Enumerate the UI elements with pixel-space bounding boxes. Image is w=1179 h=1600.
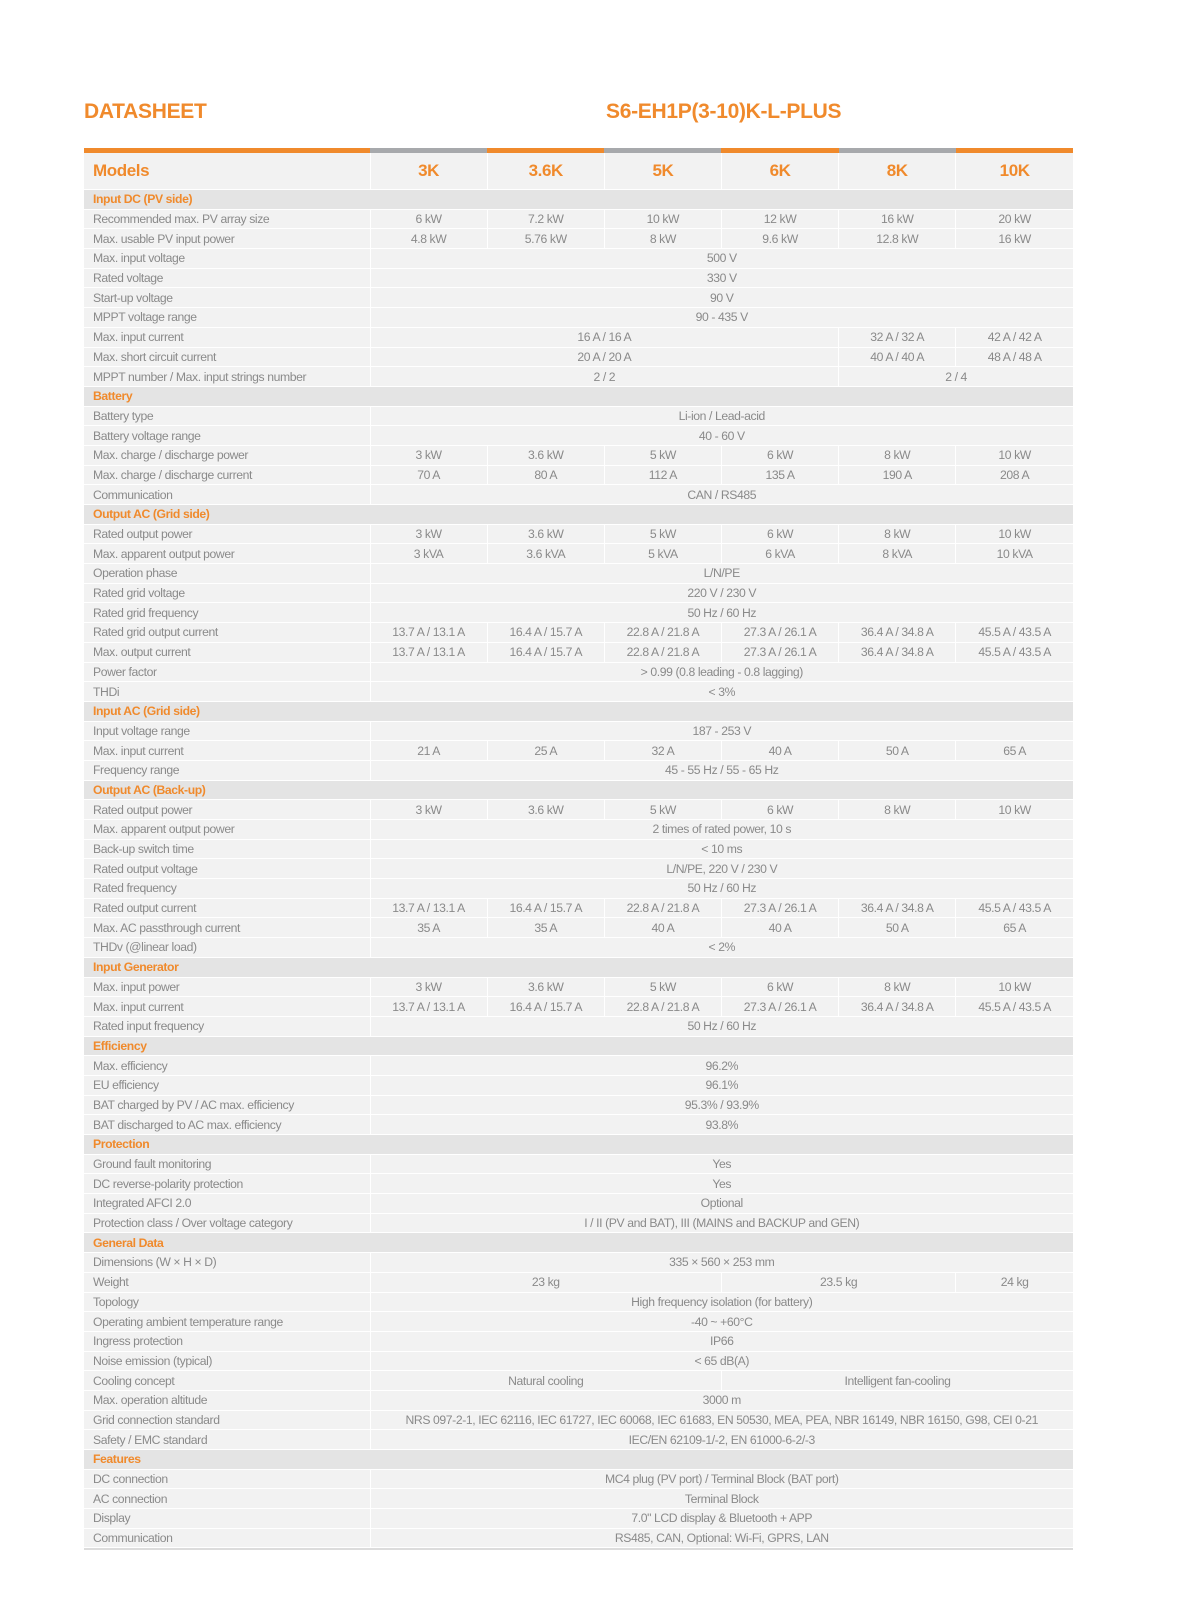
spec-value: 7.2 kW [487,209,604,229]
spec-label: Max. apparent output power [84,820,370,840]
spec-row [84,1509,1073,1529]
spec-label: Recommended max. PV array size [84,209,370,229]
section-header-input-dc-pv-side [84,190,1073,210]
spec-value: 7.0" LCD display & Bluetooth + APP [370,1509,1073,1529]
spec-label: Protection class / Over voltage category [84,1213,370,1233]
spec-label: Noise emission (typical) [84,1351,370,1371]
spec-label: Integrated AFCI 2.0 [84,1194,370,1214]
spec-row [84,1351,1073,1371]
spec-label: Max. input power [84,977,370,997]
spec-label: Max. usable PV input power [84,229,370,249]
spec-label: Max. short circuit current [84,347,370,367]
spec-value: 50 A [839,741,956,761]
spec-value: 35 A [370,918,487,938]
accent-bar-label [84,148,370,153]
spec-value: 36.4 A / 34.8 A [839,623,956,643]
spec-value: Terminal Block [370,1489,1073,1509]
spec-value: 50 Hz / 60 Hz [370,1016,1073,1036]
spec-row [84,249,1073,269]
spec-value: 22.8 A / 21.8 A [604,898,721,918]
spec-label: MPPT number / Max. input strings number [84,367,370,387]
spec-label: Power factor [84,662,370,682]
spec-row [84,1390,1073,1410]
product-name: S6-EH1P(3-10)K-L-PLUS [606,100,842,123]
accent-bar-col [839,148,956,153]
spec-value: < 10 ms [370,839,1073,859]
spec-label: Max. operation altitude [84,1390,370,1410]
spec-row [84,1174,1073,1194]
spec-label: MPPT voltage range [84,308,370,328]
section-title: Efficiency [84,1036,1073,1056]
spec-value: 27.3 A / 26.1 A [721,642,838,662]
spec-row [84,918,1073,938]
spec-label: Max. output current [84,642,370,662]
section-header-general-data [84,1233,1073,1253]
spec-row [84,1253,1073,1273]
spec-row [84,209,1073,229]
model-5k: 5K [604,153,721,190]
spec-value: 27.3 A / 26.1 A [721,623,838,643]
section-title: Input Generator [84,957,1073,977]
section-title: Battery [84,386,1073,406]
spec-row [84,1469,1073,1489]
spec-row [84,1154,1073,1174]
spec-value: 5 kW [604,977,721,997]
spec-value: 5.76 kW [487,229,604,249]
accent-bar-col [956,148,1073,153]
spec-row [84,524,1073,544]
spec-row [84,347,1073,367]
spec-value: 2 times of rated power, 10 s [370,820,1073,840]
spec-value: 208 A [956,465,1073,485]
spec-row [84,268,1073,288]
spec-value: 8 kVA [839,544,956,564]
spec-row [84,898,1073,918]
spec-value: 96.1% [370,1075,1073,1095]
spec-value: 3 kVA [370,544,487,564]
spec-value: 48 A / 48 A [956,347,1073,367]
spec-value: < 3% [370,682,1073,702]
spec-label: Start-up voltage [84,288,370,308]
spec-row [84,544,1073,564]
spec-row [84,642,1073,662]
spec-label: THDi [84,682,370,702]
accent-bar-col [487,148,604,153]
spec-value: 3 kW [370,524,487,544]
spec-label: Rated grid frequency [84,603,370,623]
spec-value: 3 kW [370,800,487,820]
spec-value: 4.8 kW [370,229,487,249]
spec-row [84,603,1073,623]
spec-label: Input voltage range [84,721,370,741]
spec-value: Optional [370,1194,1073,1214]
spec-row [84,1528,1073,1548]
spec-label: Display [84,1509,370,1529]
spec-value: 96.2% [370,1056,1073,1076]
spec-value: 190 A [839,465,956,485]
section-header-features [84,1450,1073,1470]
spec-label: Rated output current [84,898,370,918]
spec-value: 8 kW [604,229,721,249]
models-label: Models [84,153,370,190]
spec-label: Max. input current [84,741,370,761]
spec-value: 36.4 A / 34.8 A [839,997,956,1017]
spec-row [84,997,1073,1017]
spec-row [84,288,1073,308]
spec-value: L/N/PE [370,564,1073,584]
spec-row [84,465,1073,485]
spec-row [84,741,1073,761]
spec-label: Battery voltage range [84,426,370,446]
spec-value: 3.6 kW [487,445,604,465]
spec-label: Safety / EMC standard [84,1430,370,1450]
spec-label: Rated voltage [84,268,370,288]
spec-value: 2 / 4 [839,367,1073,387]
section-title: Output AC (Back-up) [84,780,1073,800]
spec-row [84,583,1073,603]
header-accent-bar [84,148,1073,153]
spec-row [84,445,1073,465]
spec-value: 70 A [370,465,487,485]
spec-label: Ground fault monitoring [84,1154,370,1174]
spec-value: 135 A [721,465,838,485]
section-title: Input AC (Grid side) [84,701,1073,721]
accent-bar-col [370,148,487,153]
spec-value: 3000 m [370,1390,1073,1410]
spec-label: Communication [84,1528,370,1548]
spec-value: 40 A / 40 A [839,347,956,367]
spec-value: 90 - 435 V [370,308,1073,328]
spec-value: 5 kW [604,524,721,544]
datasheet-table-container [84,148,1073,1550]
spec-value: 24 kg [956,1272,1073,1292]
spec-value: 8 kW [839,524,956,544]
section-header-efficiency [84,1036,1073,1056]
section-header-output-ac-grid-side [84,505,1073,525]
spec-row [84,1312,1073,1332]
section-header-battery [84,386,1073,406]
spec-label: Max. charge / discharge current [84,465,370,485]
spec-label: BAT discharged to AC max. efficiency [84,1115,370,1135]
document-title: DATASHEET [84,100,207,123]
spec-value: 10 kW [604,209,721,229]
spec-value: 187 - 253 V [370,721,1073,741]
spec-value: IEC/EN 62109-1/-2, EN 61000-6-2/-3 [370,1430,1073,1450]
spec-value: 16.4 A / 15.7 A [487,898,604,918]
spec-table [84,153,1073,1548]
spec-value: 80 A [487,465,604,485]
spec-value: 10 kVA [956,544,1073,564]
spec-row [84,1056,1073,1076]
spec-row [84,760,1073,780]
spec-value: 6 kW [721,977,838,997]
spec-row [84,308,1073,328]
spec-label: THDv (@linear load) [84,938,370,958]
spec-value: 32 A [604,741,721,761]
model-8k: 8K [839,153,956,190]
spec-value: 3 kW [370,977,487,997]
spec-row [84,1430,1073,1450]
spec-label: Dimensions (W × H × D) [84,1253,370,1273]
spec-value: 40 A [604,918,721,938]
spec-value: 32 A / 32 A [839,327,956,347]
spec-value: 27.3 A / 26.1 A [721,898,838,918]
spec-label: Rated output power [84,800,370,820]
spec-value: 6 kW [721,800,838,820]
spec-value: 13.7 A / 13.1 A [370,898,487,918]
spec-value: 45.5 A / 43.5 A [956,642,1073,662]
spec-value: 10 kW [956,445,1073,465]
spec-value: 6 kVA [721,544,838,564]
spec-value: 23 kg [370,1272,721,1292]
spec-value: 16.4 A / 15.7 A [487,642,604,662]
spec-value: 5 kVA [604,544,721,564]
spec-value: 16 kW [956,229,1073,249]
spec-value: 36.4 A / 34.8 A [839,898,956,918]
spec-row [84,938,1073,958]
spec-value: 22.8 A / 21.8 A [604,642,721,662]
spec-value: 20 A / 20 A [370,347,839,367]
spec-label: Rated frequency [84,879,370,899]
spec-label: Weight [84,1272,370,1292]
spec-label: Max. input current [84,997,370,1017]
spec-label: Topology [84,1292,370,1312]
spec-value: 50 Hz / 60 Hz [370,603,1073,623]
spec-row [84,623,1073,643]
spec-value: 13.7 A / 13.1 A [370,642,487,662]
spec-value: 27.3 A / 26.1 A [721,997,838,1017]
spec-value: 45.5 A / 43.5 A [956,997,1073,1017]
spec-value: 12 kW [721,209,838,229]
spec-row [84,1272,1073,1292]
spec-label: Operation phase [84,564,370,584]
spec-value: 35 A [487,918,604,938]
spec-value: 42 A / 42 A [956,327,1073,347]
spec-value: 16.4 A / 15.7 A [487,623,604,643]
spec-value: CAN / RS485 [370,485,1073,505]
spec-row [84,859,1073,879]
spec-label: Rated grid voltage [84,583,370,603]
spec-value: 220 V / 230 V [370,583,1073,603]
spec-value: 330 V [370,268,1073,288]
spec-label: Frequency range [84,760,370,780]
spec-label: Grid connection standard [84,1410,370,1430]
spec-value: 45.5 A / 43.5 A [956,898,1073,918]
spec-value: NRS 097-2-1, IEC 62116, IEC 61727, IEC 60068, IEC 61683, EN 50530, MEA, PEA, NBR 16149, NBR 16150, G98, CEI 0-21 [370,1410,1073,1430]
spec-label: Max. AC passthrough current [84,918,370,938]
spec-value: 10 kW [956,524,1073,544]
spec-label: Rated grid output current [84,623,370,643]
spec-value: 25 A [487,741,604,761]
section-title: Features [84,1450,1073,1470]
spec-label: Max. input current [84,327,370,347]
spec-value: 65 A [956,741,1073,761]
spec-label: Communication [84,485,370,505]
section-title: Input DC (PV side) [84,190,1073,210]
spec-value: 3.6 kVA [487,544,604,564]
spec-row [84,977,1073,997]
spec-value: L/N/PE, 220 V / 230 V [370,859,1073,879]
spec-row [84,1292,1073,1312]
spec-label: Cooling concept [84,1371,370,1391]
accent-bar-col [721,148,838,153]
spec-row [84,839,1073,859]
spec-value: IP66 [370,1331,1073,1351]
spec-row [84,721,1073,741]
spec-row [84,367,1073,387]
spec-label: Battery type [84,406,370,426]
spec-value: 500 V [370,249,1073,269]
spec-table-body [84,190,1073,1548]
spec-value: 6 kW [721,445,838,465]
spec-value: 3.6 kW [487,800,604,820]
spec-label: Rated output power [84,524,370,544]
spec-value: 36.4 A / 34.8 A [839,642,956,662]
spec-row [84,564,1073,584]
spec-label: DC reverse-polarity protection [84,1174,370,1194]
spec-row [84,682,1073,702]
spec-value: -40 ~ +60°C [370,1312,1073,1332]
spec-row [84,1115,1073,1135]
spec-label: Max. efficiency [84,1056,370,1076]
spec-value: Yes [370,1174,1073,1194]
accent-bar-col [604,148,721,153]
spec-value: 22.8 A / 21.8 A [604,997,721,1017]
table-bottom-rule [84,1548,1073,1550]
spec-value: 45.5 A / 43.5 A [956,623,1073,643]
spec-row [84,662,1073,682]
spec-label: Max. charge / discharge power [84,445,370,465]
section-header-input-ac-grid-side [84,701,1073,721]
spec-value: 16 kW [839,209,956,229]
spec-value: Intelligent fan-cooling [721,1371,1073,1391]
model-10k: 10K [956,153,1073,190]
spec-value: 90 V [370,288,1073,308]
spec-row [84,1371,1073,1391]
spec-value: 13.7 A / 13.1 A [370,997,487,1017]
spec-value: 95.3% / 93.9% [370,1095,1073,1115]
spec-label: Back-up switch time [84,839,370,859]
spec-value: 50 A [839,918,956,938]
section-header-output-ac-back-up [84,780,1073,800]
spec-value: 13.7 A / 13.1 A [370,623,487,643]
models-header-row [84,153,1073,190]
spec-value: 40 A [721,918,838,938]
spec-value: 40 A [721,741,838,761]
spec-row [84,229,1073,249]
spec-value: 335 × 560 × 253 mm [370,1253,1073,1273]
section-header-input-generator [84,957,1073,977]
spec-value: 12.8 kW [839,229,956,249]
spec-row [84,327,1073,347]
spec-value: < 65 dB(A) [370,1351,1073,1371]
spec-value: 5 kW [604,445,721,465]
spec-value: 8 kW [839,445,956,465]
spec-row [84,1075,1073,1095]
section-title: General Data [84,1233,1073,1253]
spec-value: 2 / 2 [370,367,839,387]
spec-row [84,1095,1073,1115]
spec-label: Ingress protection [84,1331,370,1351]
spec-value: > 0.99 (0.8 leading - 0.8 lagging) [370,662,1073,682]
spec-value: 65 A [956,918,1073,938]
spec-label: BAT charged by PV / AC max. efficiency [84,1095,370,1115]
spec-row [84,406,1073,426]
spec-value: 3 kW [370,445,487,465]
spec-row [84,800,1073,820]
spec-value: Yes [370,1154,1073,1174]
spec-value: High frequency isolation (for battery) [370,1292,1073,1312]
spec-value: I / II (PV and BAT), III (MAINS and BACKUP and GEN) [370,1213,1073,1233]
spec-value: RS485, CAN, Optional: Wi-Fi, GPRS, LAN [370,1528,1073,1548]
spec-value: 22.8 A / 21.8 A [604,623,721,643]
spec-label: Rated input frequency [84,1016,370,1036]
spec-label: Rated output voltage [84,859,370,879]
spec-value: 8 kW [839,977,956,997]
model-6k: 6K [721,153,838,190]
spec-label: Max. input voltage [84,249,370,269]
spec-row [84,1331,1073,1351]
spec-label: EU efficiency [84,1075,370,1095]
spec-row [84,1194,1073,1214]
spec-row [84,485,1073,505]
spec-value: 5 kW [604,800,721,820]
spec-label: AC connection [84,1489,370,1509]
spec-value: 9.6 kW [721,229,838,249]
spec-value: 10 kW [956,977,1073,997]
spec-label: Operating ambient temperature range [84,1312,370,1332]
spec-value: 40 - 60 V [370,426,1073,446]
spec-value: 20 kW [956,209,1073,229]
section-title: Protection [84,1135,1073,1155]
spec-value: 112 A [604,465,721,485]
spec-row [84,879,1073,899]
spec-value: 50 Hz / 60 Hz [370,879,1073,899]
spec-value: 45 - 55 Hz / 55 - 65 Hz [370,760,1073,780]
spec-row [84,426,1073,446]
model-3-6k: 3.6K [487,153,604,190]
section-header-protection [84,1135,1073,1155]
spec-value: Li-ion / Lead-acid [370,406,1073,426]
spec-value: 8 kW [839,800,956,820]
spec-value: 6 kW [370,209,487,229]
spec-value: Natural cooling [370,1371,721,1391]
spec-row [84,1410,1073,1430]
spec-value: 6 kW [721,524,838,544]
spec-value: 21 A [370,741,487,761]
spec-row [84,1213,1073,1233]
spec-value: 23.5 kg [721,1272,955,1292]
section-title: Output AC (Grid side) [84,505,1073,525]
spec-value: 10 kW [956,800,1073,820]
spec-value: 16.4 A / 15.7 A [487,997,604,1017]
spec-value: MC4 plug (PV port) / Terminal Block (BAT port) [370,1469,1073,1489]
spec-row [84,820,1073,840]
model-3k: 3K [370,153,487,190]
spec-value: 16 A / 16 A [370,327,839,347]
spec-value: 3.6 kW [487,977,604,997]
spec-value: < 2% [370,938,1073,958]
spec-value: 93.8% [370,1115,1073,1135]
spec-label: Max. apparent output power [84,544,370,564]
spec-row [84,1489,1073,1509]
spec-row [84,1016,1073,1036]
spec-value: 3.6 kW [487,524,604,544]
spec-label: DC connection [84,1469,370,1489]
